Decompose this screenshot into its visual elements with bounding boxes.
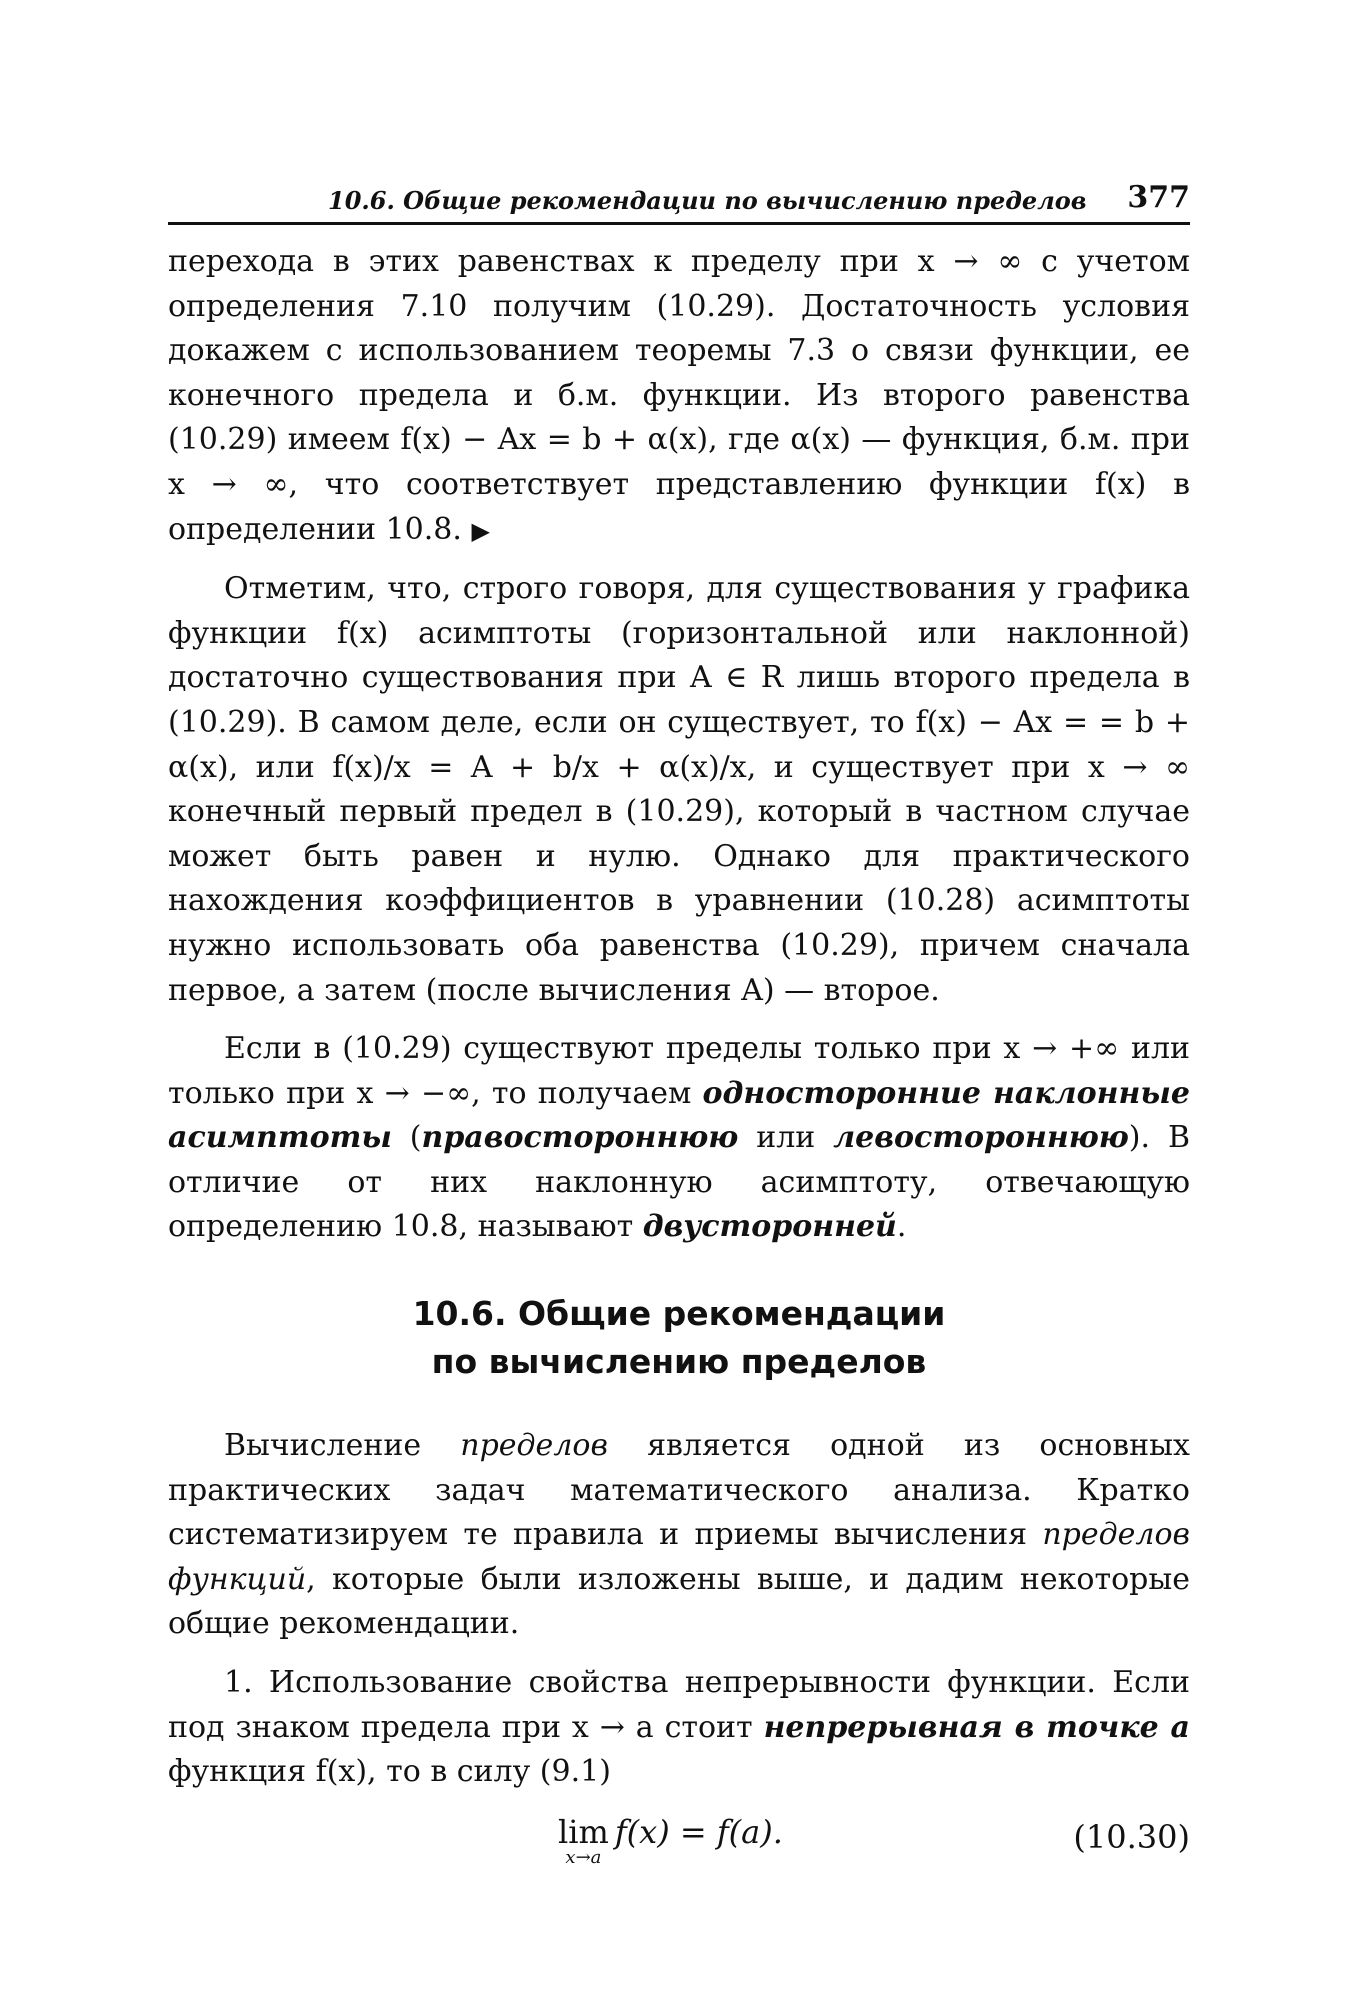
section-heading-line2: по вычислению пределов — [431, 1342, 927, 1382]
term-left-sided: левостороннюю — [833, 1120, 1129, 1156]
paragraph-one-sided-asymptotes — [168, 1027, 1190, 1250]
section-heading-line1: 10.6. Общие рекомендации — [412, 1294, 946, 1334]
text-fragment: 1. Использование свойства непрерывности функции. Если под знаком предела при x → a стоит — [168, 1665, 1190, 1745]
emphasis-limits: пределов — [460, 1428, 608, 1464]
paragraph-proof-end — [168, 240, 1190, 553]
end-of-proof-mark: ▶ — [471, 516, 490, 545]
section-heading — [168, 1290, 1190, 1386]
emphasis-function-limits: пределов функций — [168, 1517, 1190, 1597]
term-right-sided: правостороннюю — [421, 1120, 739, 1156]
formula-body: f(x) = f(a). — [614, 1812, 783, 1851]
body-text — [168, 240, 1190, 1879]
term-one-sided-asymptotes: односторонние наклонные асимптоты — [168, 1075, 1190, 1156]
emphasis-continuous-at-a: непрерывная в точке a — [763, 1709, 1190, 1745]
text-fragment: . — [896, 1209, 907, 1245]
text-fragment: функция f(x), то в силу (9.1) — [168, 1754, 611, 1790]
text-fragment: Если в (10.29) существуют пределы только при x → +∞ или только при x → −∞, то получаем — [168, 1031, 1190, 1111]
paragraph-continuity — [168, 1661, 1190, 1795]
paragraph-text: перехода в этих равенствах к пределу при x → ∞ с учетом определения 7.10 получим (10.29). Достаточность условия докажем с использованием теоремы 7.3 о связи функции, ее конечного предела и б.м. функции. Из второго равенства (10.29) имеем f(x) − Ax = b + α(x), где α(x) — функция, б.м. при x → ∞, что соответствует представлению функции f(x) в определении 10.8. — [168, 244, 1190, 547]
text-fragment: , которые были изложены выше, и дадим некоторые общие рекомендации. — [168, 1561, 1190, 1642]
text-fragment: ). В отличие от них наклонную асимптоту, отвечающую определению 10.8, называют — [168, 1120, 1191, 1245]
lim-operator — [558, 1812, 609, 1868]
paragraph-intro — [168, 1424, 1190, 1647]
formula-10-30 — [168, 1809, 1190, 1879]
text-fragment: является одной из основных практических задач математического анализа. Кратко систематизируем те правила и приемы вычисления — [168, 1428, 1190, 1553]
limit-formula — [558, 1812, 783, 1868]
paragraph-text: Отметим, что, строго говоря, для существования у графика функции f(x) асимптоты (горизонтальной или наклонной) достаточно существования при A ∈ R лишь второго предела в (10.29). В самом деле, если он существует, то f(x) − Ax = = b + α(x), или f(x)/x = A + b/x + α(x)/x, и существует при x → ∞ конечный первый предел в (10.29), который в частном случае может быть равен и нулю. Однако для практического нахождения коэффициентов в уравнении (10.28) асимптоты нужно использовать оба равенства (10.29), причем сначала первое, а затем (после вычисления A) — второе. — [168, 571, 1190, 1008]
text-fragment: Вычисление — [224, 1428, 461, 1464]
running-title: 10.6. Общие рекомендации по вычислению пределов — [328, 186, 1087, 215]
lim-subscript: x→a — [565, 1846, 602, 1868]
paragraph-remark — [168, 567, 1190, 1013]
term-two-sided: двусторонней — [642, 1209, 897, 1245]
text-fragment: или — [738, 1120, 834, 1156]
lim-word: lim — [558, 1812, 609, 1851]
equation-number: (10.30) — [1073, 1817, 1190, 1856]
text-fragment: ( — [391, 1120, 422, 1156]
running-header — [168, 178, 1190, 225]
page-number: 377 — [1127, 180, 1190, 215]
